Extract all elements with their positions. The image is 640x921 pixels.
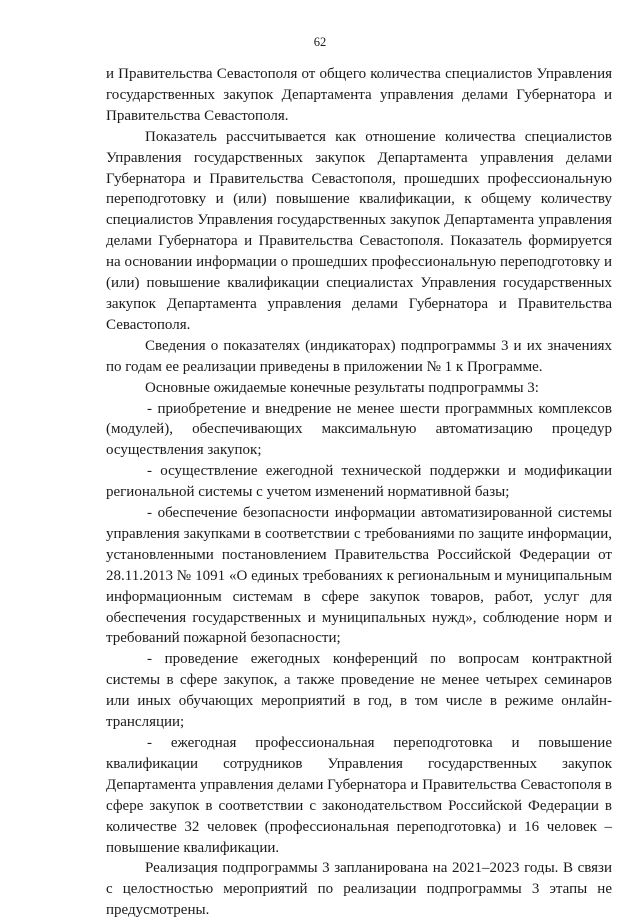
paragraph-implementation: Реализация подпрограммы 3 запланирована на 2021–2023 годы. В связи с целостностью мероприятий по реализации подпрограммы 3 этапы не предусмотрены. xyxy=(106,860,612,919)
paragraph-continuation: и Правительства Севастополя от общего количества специалистов Управления государственных закупок Департамента управления делами Губернатора и Правительства Севастополя. xyxy=(106,66,612,124)
document-body xyxy=(106,64,612,921)
paragraph-indicator-calc: Показатель рассчитывается как отношение количества специалистов Управления государственных закупок Департамента управления делами Губернатора и Правительства Севастополя, прошедших профессиональную переподготовку и (или) повышение квалификации, к общему количеству специалистов Управления государственных закупок Департамента управления делами Губернатора и Правительства Севастополя. Показатель формируется на основании информации о прошедших профессиональную переподготовку и (или) повышение квалификации специалистах Управления государственных закупок Департамента управления делами Губернатора и Правительства Севастополя. xyxy=(106,128,612,333)
paragraph-results-heading: Основные ожидаемые конечные результаты подпрограммы 3: xyxy=(145,379,539,396)
list-item-training: - ежегодная профессиональная переподготовка и повышение квалификации сотрудников Управления государственных закупок Департамента управления делами Губернатора и Правительства Севастополя в сфере закупок в соответствии с законодательством Российской Федерации в количестве 32 человек (профессиональная переподготовка) и 16 человек – повышение квалификации. xyxy=(106,735,612,856)
list-item-software: - приобретение и внедрение не менее шести программных комплексов (модулей), обеспечивающих максимальную автоматизацию процедур осуществления закупок; xyxy=(106,400,612,459)
page-number: 62 xyxy=(313,35,327,49)
list-item-support: - осуществление ежегодной технической поддержки и модификации региональной системы с учетом изменений нормативной базы; xyxy=(106,463,612,501)
list-item-conferences: - проведение ежегодных конференций по вопросам контрактной системы в сфере закупок, а также проведение не менее четырех семинаров или иных обучающих мероприятий в год, в том числе в режиме онлайн-трансляции; xyxy=(106,651,612,731)
list-item-security: - обеспечение безопасности информации автоматизированной системы управления закупками в соответствии с требованиями по защите информации, установленными постановлением Правительства Российской Федерации от 28.11.2013 № 1091 «О единых требованиях к региональным и муниципальным информационным системам в сфере закупок товаров, работ, услуг для обеспечения государственных и муниципальных нужд», соблюдение норм и требований пожарной безопасности; xyxy=(106,505,612,647)
paragraph-indicators-info: Сведения о показателях (индикаторах) подпрограммы 3 и их значениях по годам ее реализации приведены в приложении № 1 к Программе. xyxy=(106,337,612,375)
